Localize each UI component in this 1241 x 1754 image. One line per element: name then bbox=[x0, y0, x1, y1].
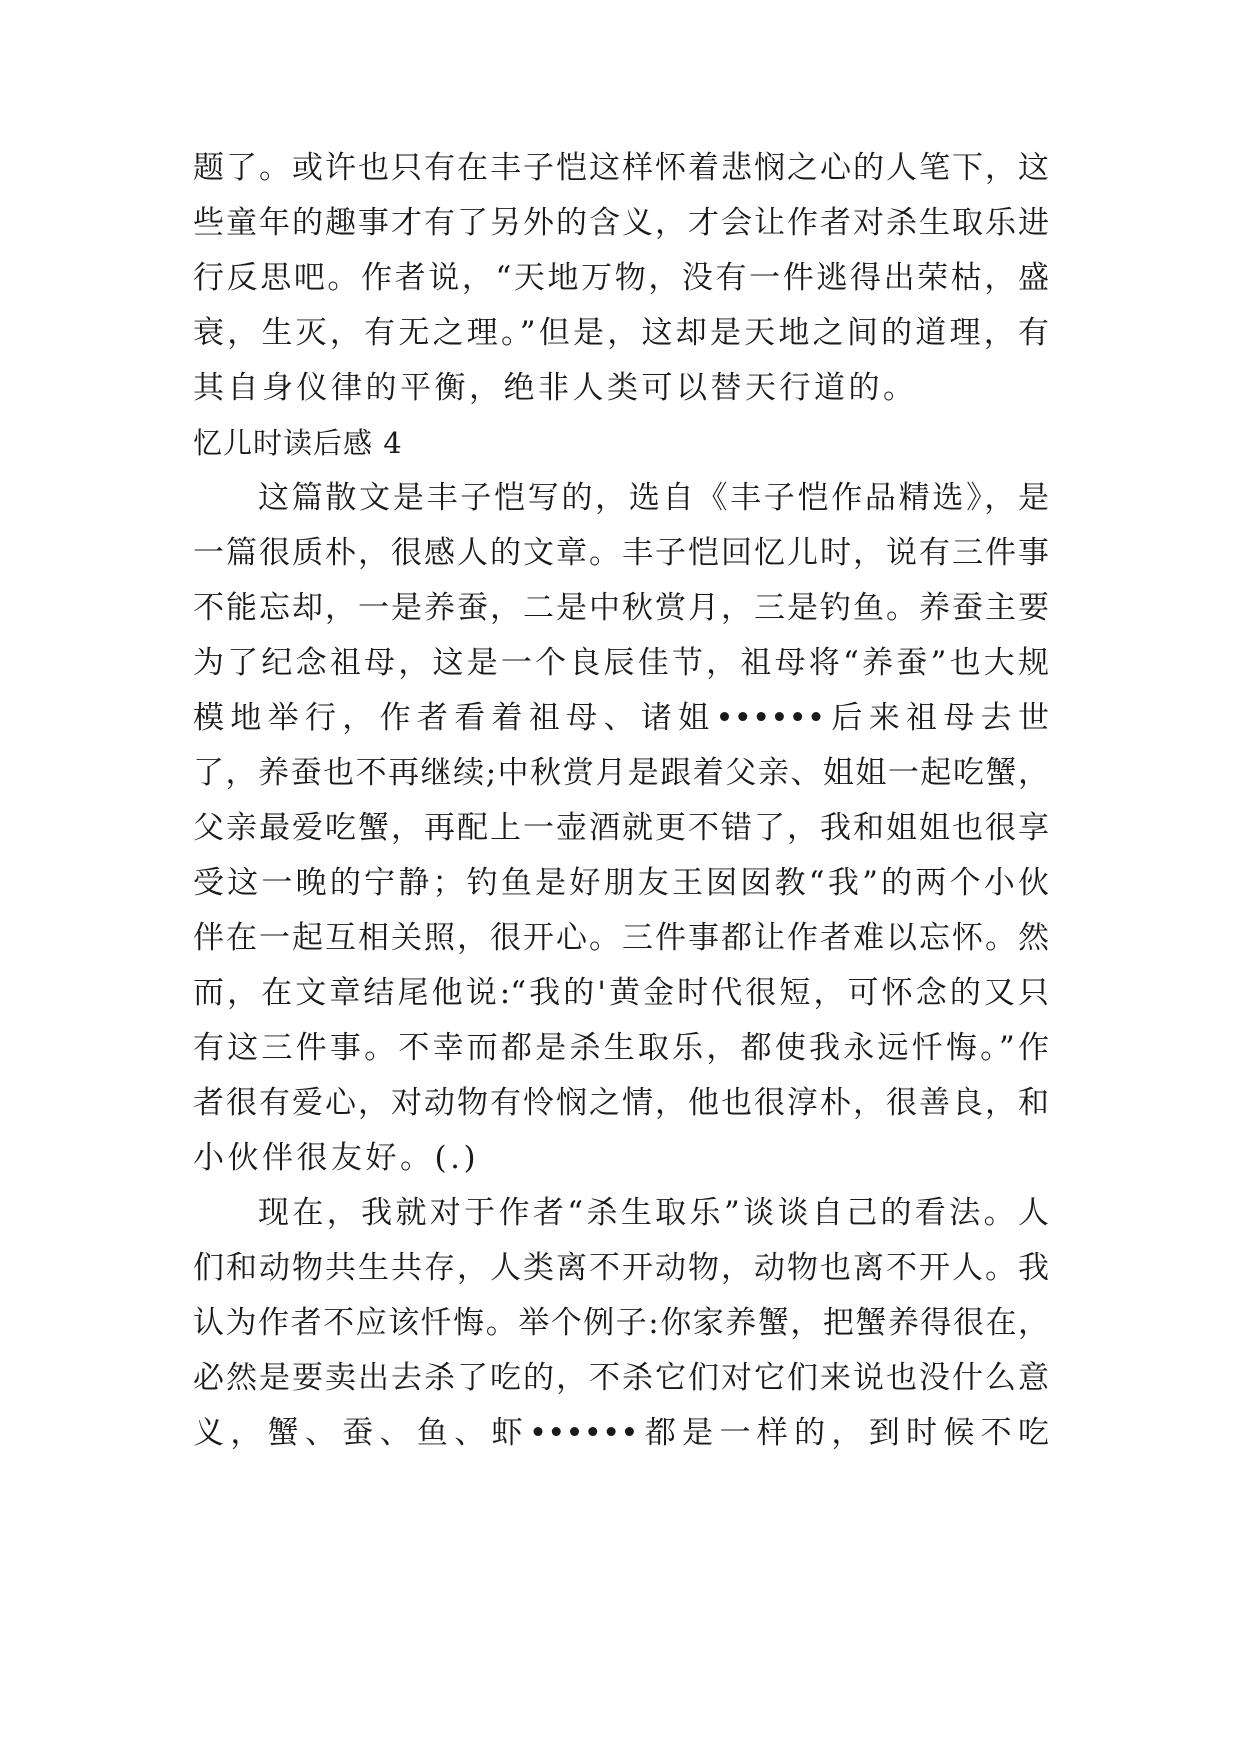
paragraph-3-line-3: 认为作者不应该忏悔。举个例子:你家养蟹，把蟹养得很在， bbox=[193, 1305, 1049, 1341]
paragraph-3-line-2: 们和动物共生共存，人类离不开动物，动物也离不开人。我 bbox=[193, 1250, 1049, 1286]
paragraph-2-line-9: 伴在一起互相关照，很开心。三件事都让作者难以忘怀。然 bbox=[193, 920, 1049, 956]
paragraph-3-line-1: 现在，我就对于作者“杀生取乐”谈谈自己的看法。人 bbox=[258, 1195, 1049, 1231]
section-heading: 忆儿时读后感 4 bbox=[193, 426, 403, 460]
paragraph-2-line-8: 受这一晚的宁静；钓鱼是好朋友王囡囡教“我”的两个小伙 bbox=[193, 865, 1049, 901]
paragraph-2-line-3: 不能忘却，一是养蚕，二是中秋赏月，三是钓鱼。养蚕主要 bbox=[193, 590, 1049, 626]
paragraph-1-line-3: 行反思吧。作者说，“天地万物，没有一件逃得出荣枯，盛 bbox=[193, 260, 1049, 296]
paragraph-3-line-4: 必然是要卖出去杀了吃的，不杀它们对它们来说也没什么意 bbox=[193, 1360, 1049, 1396]
paragraph-2-line-6: 了，养蚕也不再继续;中秋赏月是跟着父亲、姐姐一起吃蟹， bbox=[193, 755, 1049, 791]
paragraph-2-line-1: 这篇散文是丰子恺写的，选自《丰子恺作品精选》，是 bbox=[258, 480, 1049, 516]
paragraph-3-line-5: 义，蟹、蚕、鱼、虾••••••都是一样的，到时候不吃 bbox=[193, 1415, 1049, 1451]
paragraph-2-line-11: 有这三件事。不幸而都是杀生取乐，都使我永远忏悔。”作 bbox=[193, 1030, 1049, 1066]
paragraph-1-line-4: 衰，生灭，有无之理。”但是，这却是天地之间的道理，有 bbox=[193, 315, 1049, 351]
paragraph-1-line-5: 其自身仪律的平衡，绝非人类可以替天行道的。 bbox=[193, 370, 918, 406]
paragraph-2-line-4: 为了纪念祖母，这是一个良辰佳节，祖母将“养蚕”也大规 bbox=[193, 645, 1049, 681]
paragraph-2-line-5: 模地举行，作者看着祖母、诸姐••••••后来祖母去世 bbox=[193, 700, 1049, 736]
paragraph-2-line-2: 一篇很质朴，很感人的文章。丰子恺回忆儿时，说有三件事 bbox=[193, 535, 1049, 571]
paragraph-2-line-13: 小伙伴很友好。(.) bbox=[193, 1140, 480, 1176]
paragraph-2-line-7: 父亲最爱吃蟹，再配上一壶酒就更不错了，我和姐姐也很享 bbox=[193, 810, 1049, 846]
paragraph-2-line-12: 者很有爱心，对动物有怜悯之情，他也很淳朴，很善良，和 bbox=[193, 1085, 1049, 1121]
paragraph-1-line-2: 些童年的趣事才有了另外的含义，才会让作者对杀生取乐进 bbox=[193, 205, 1049, 241]
paragraph-2-line-10: 而，在文章结尾他说:“我的'黄金时代很短，可怀念的又只 bbox=[193, 975, 1049, 1011]
paragraph-1-line-1: 题了。或许也只有在丰子恺这样怀着悲悯之心的人笔下，这 bbox=[193, 150, 1049, 186]
